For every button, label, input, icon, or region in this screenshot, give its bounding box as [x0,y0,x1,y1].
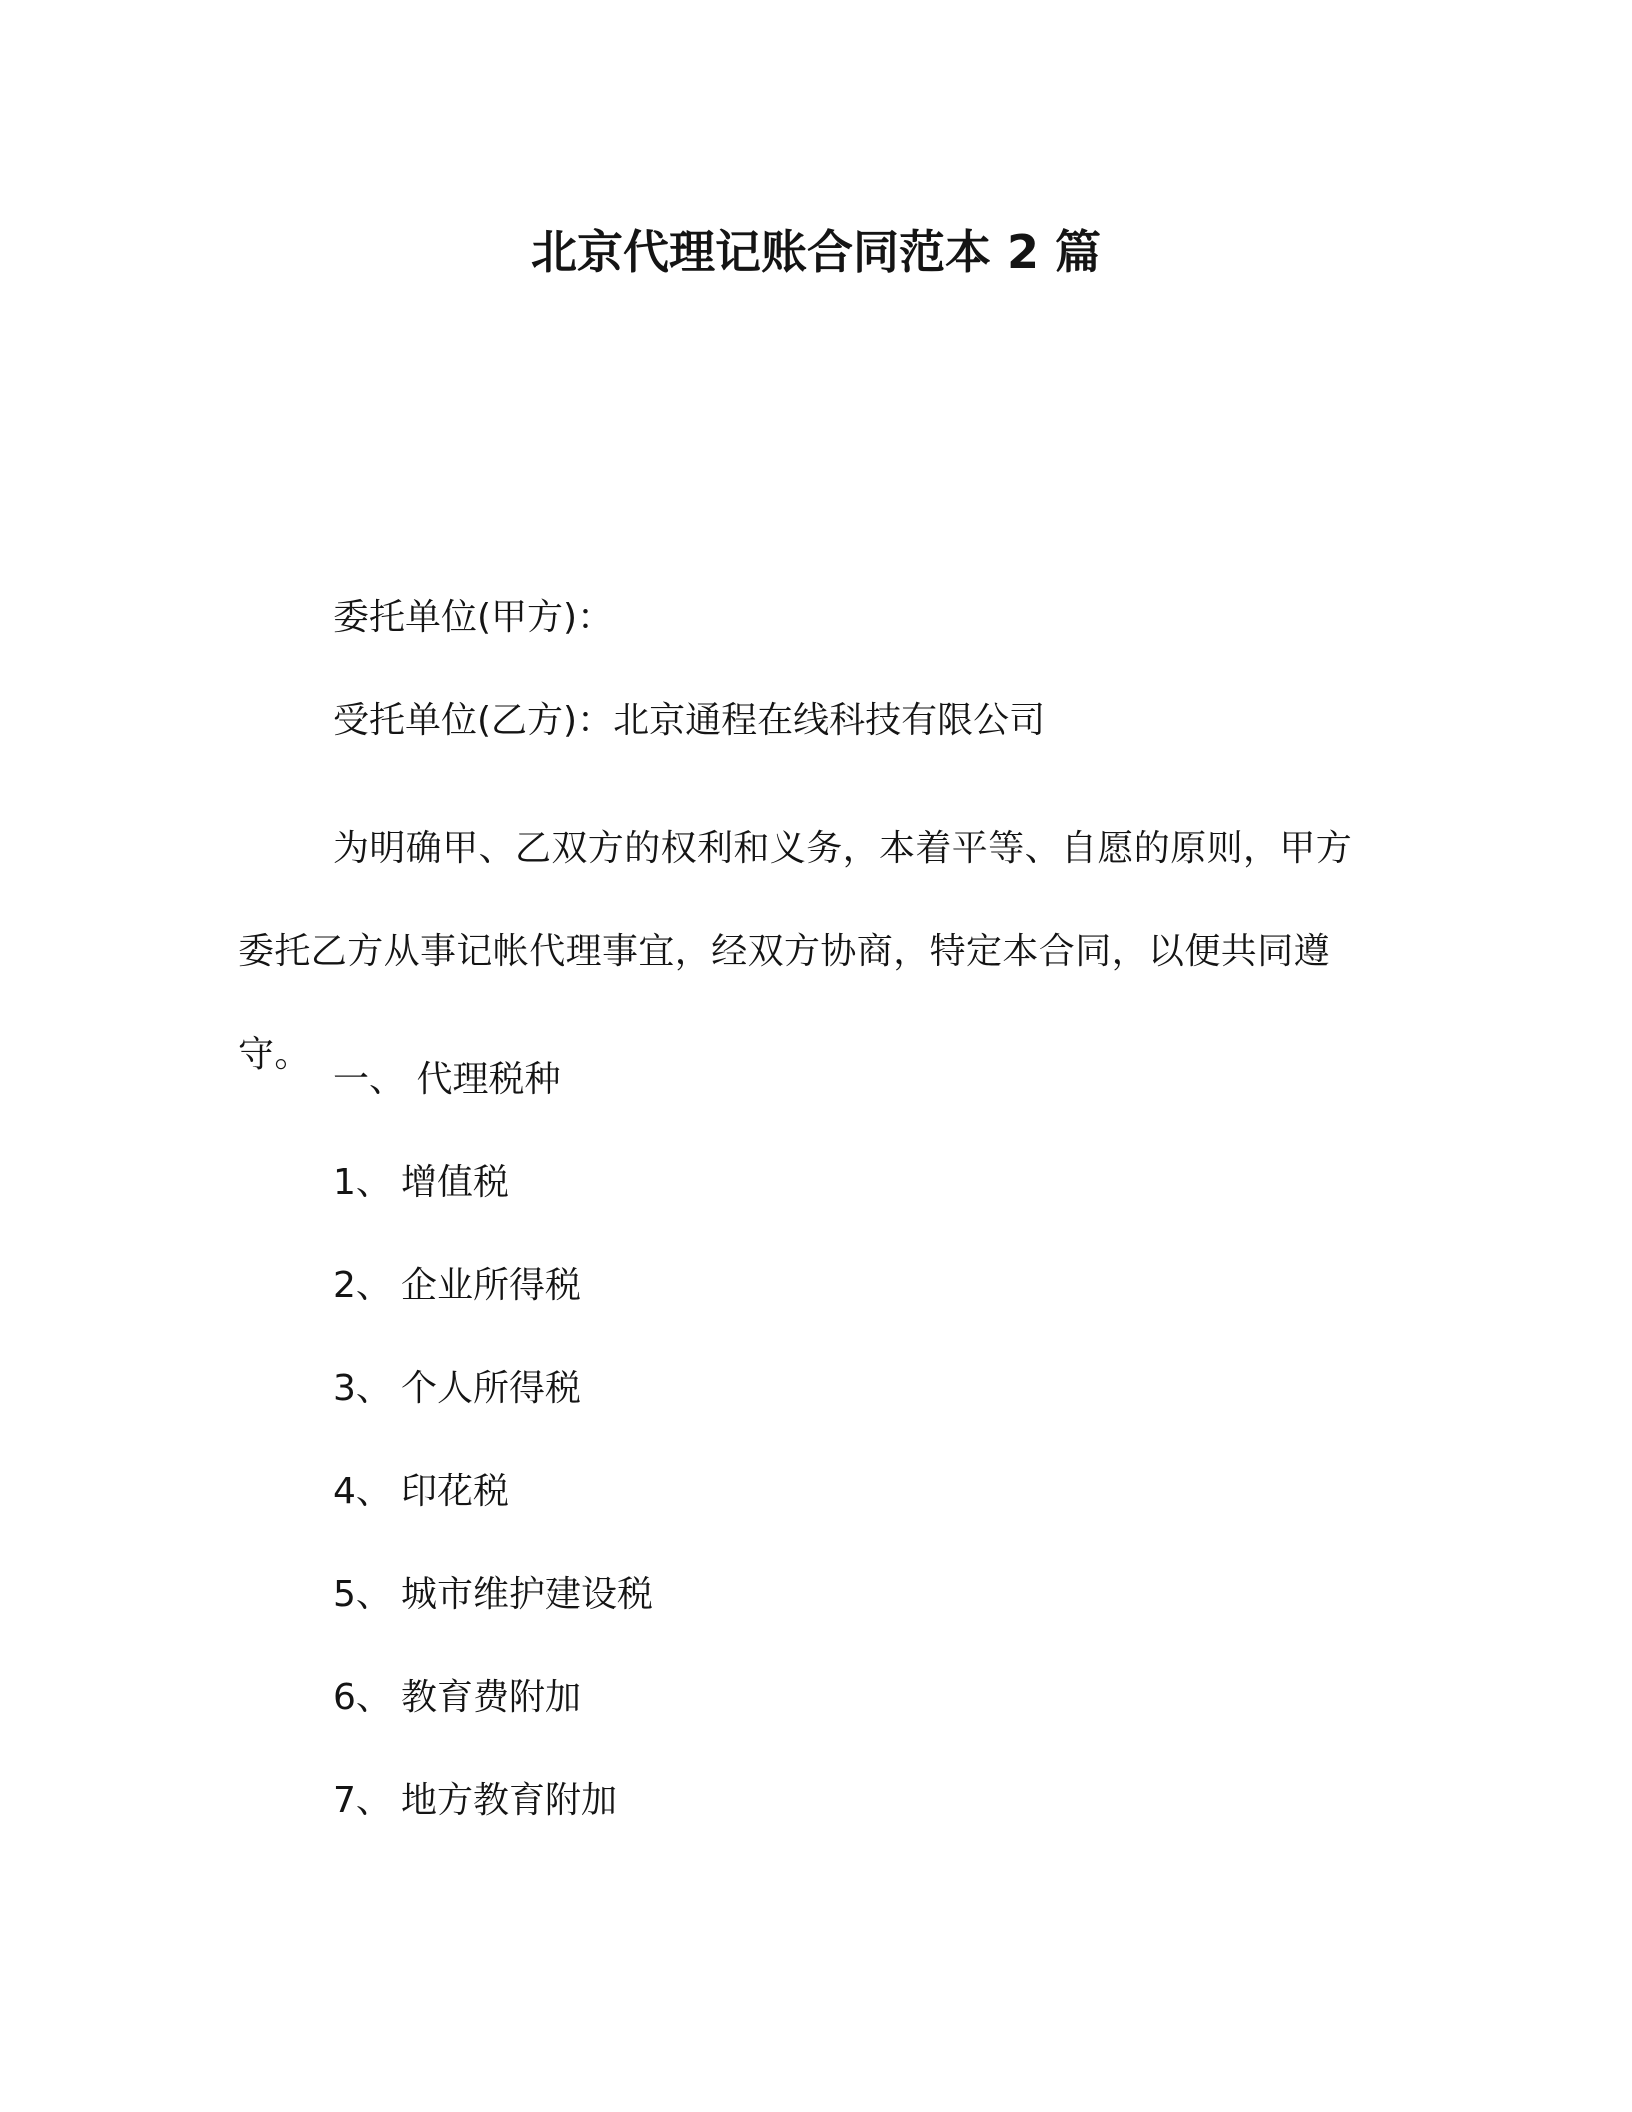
list-item [333,1673,581,1723]
list-item [333,1158,509,1208]
list-item [333,1364,581,1414]
list-item [333,1776,617,1826]
list-item-number: 1、 [333,1162,392,1203]
list-item [333,1467,509,1517]
list-item-text: 增值税 [401,1162,510,1203]
section-heading: 一、 代理税种 [333,1059,561,1100]
list-item [333,1570,653,1620]
document-title: 北京代理记账合同范本 2 篇 [530,225,1102,279]
list-item-text: 印花税 [401,1471,510,1512]
list-item-number: 3、 [333,1368,392,1409]
party-b-line: 受托单位(乙方)：北京通程在线科技有限公司 [333,700,1046,741]
intro-paragraph: 为明确甲、乙双方的权利和义务，本着平等、自愿的原则，甲方委托乙方从事记帐代理事宜，经双方协商，特定本合同，以便共同遵守。 [238,828,1353,1075]
list-item [333,1261,581,1311]
party-a-line: 委托单位(甲方)： [333,597,614,638]
list-item-number: 7、 [333,1780,392,1821]
list-item-number: 5、 [333,1574,392,1615]
list-item-text: 教育费附加 [401,1677,582,1718]
list-item-text: 地方教育附加 [401,1780,618,1821]
list-item-text: 个人所得税 [401,1368,582,1409]
list-item-number: 2、 [333,1265,392,1306]
list-item-text: 企业所得税 [401,1265,582,1306]
list-item-number: 6、 [333,1677,392,1718]
list-item-number: 4、 [333,1471,392,1512]
list-item-text: 城市维护建设税 [401,1574,654,1615]
